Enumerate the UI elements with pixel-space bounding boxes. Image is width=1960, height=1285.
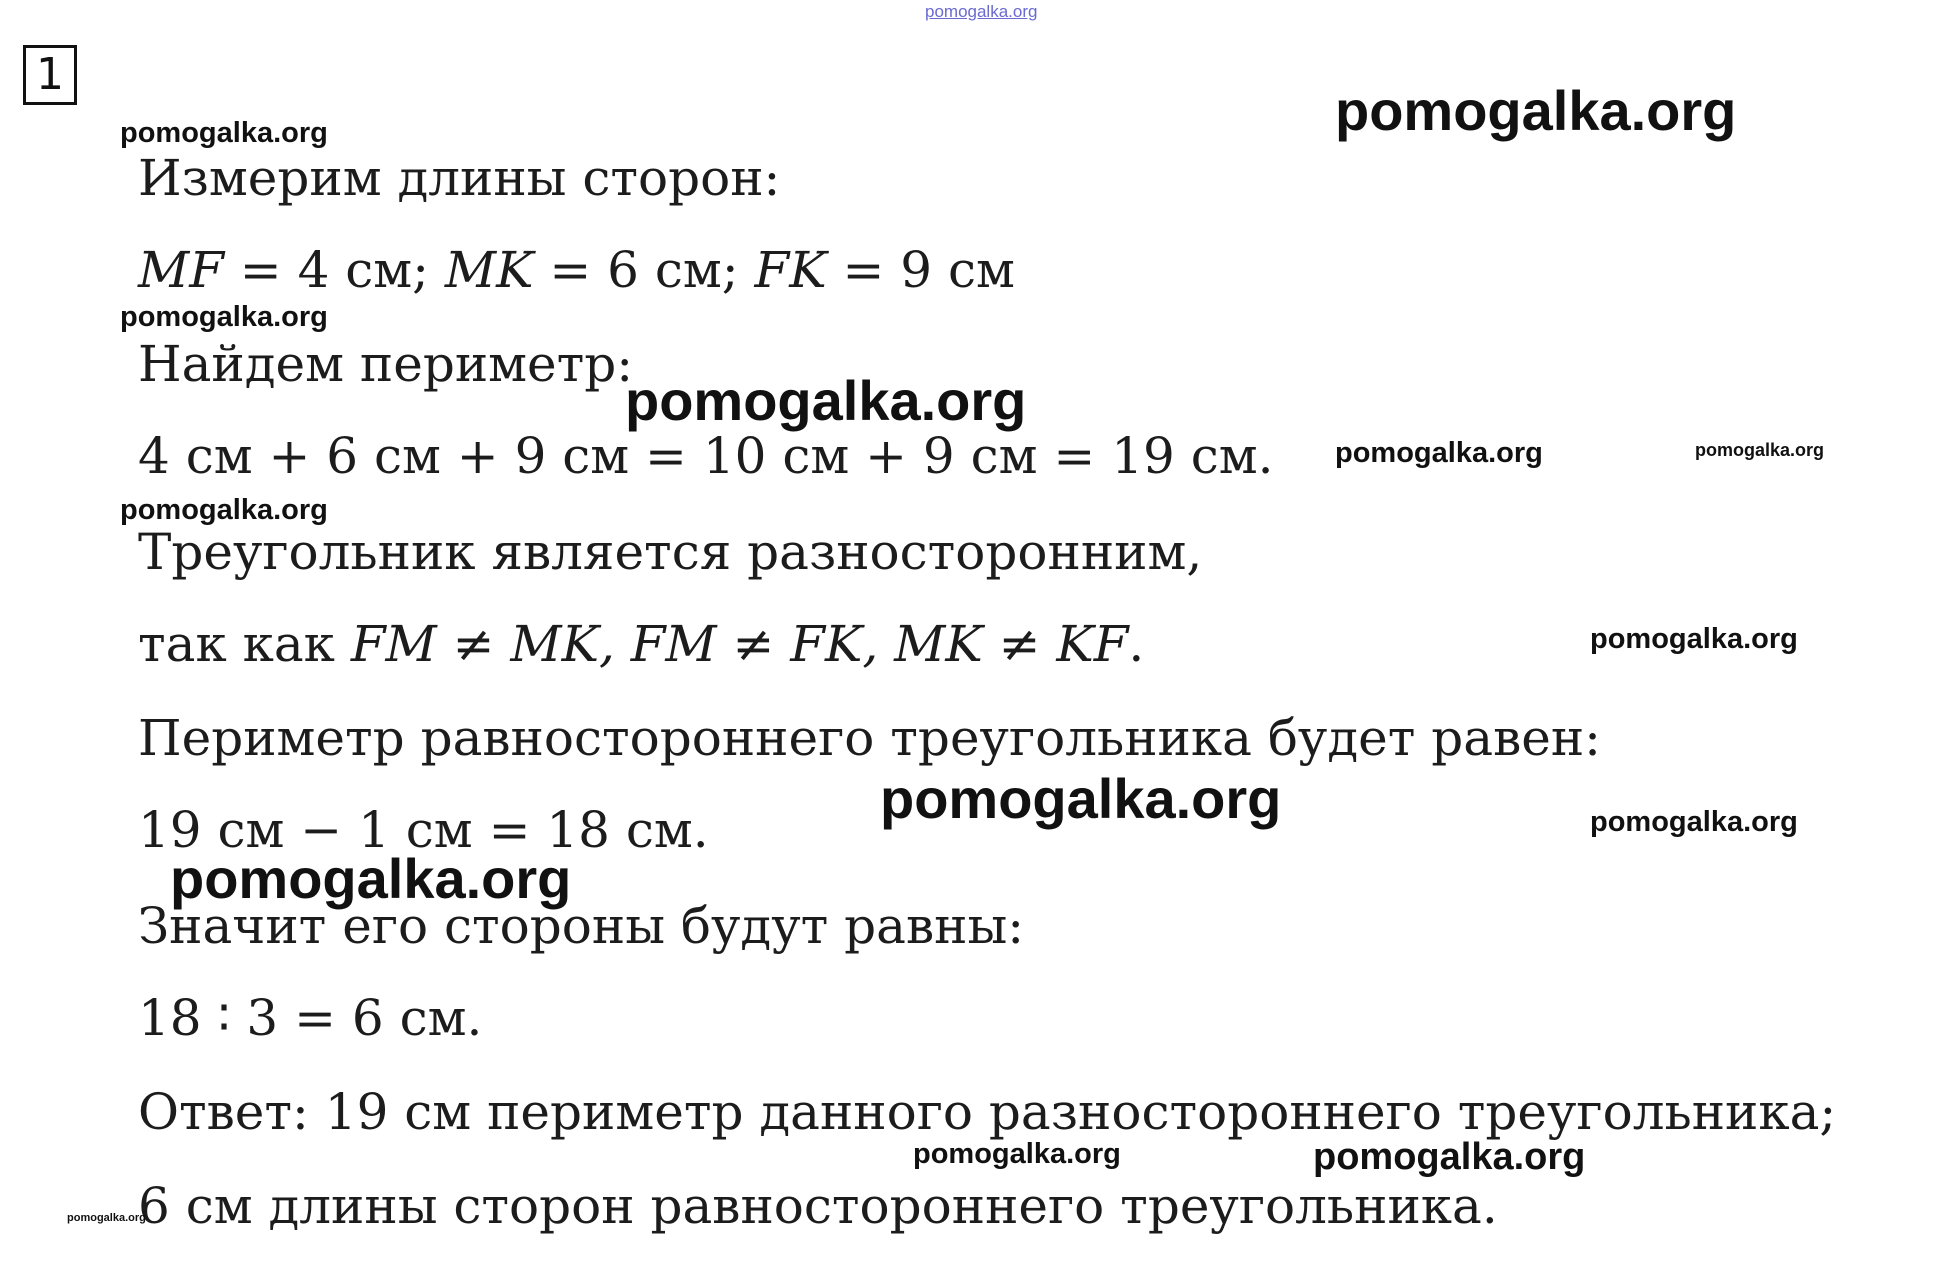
line-6-suffix: . [1128, 615, 1145, 673]
side-fk-value: = 9 см [826, 241, 1015, 299]
solution-line-2 [138, 240, 1015, 300]
task-number-box: 1 [23, 45, 77, 105]
watermark-large: pomogalka.org [625, 369, 1027, 432]
solution-line-3: Найдем периметр: [138, 335, 634, 393]
watermark-large: pomogalka.org [880, 767, 1282, 830]
watermark-medium: pomogalka.org [1313, 1136, 1586, 1178]
side-mk: MK [444, 241, 534, 299]
watermark: pomogalka.org [120, 494, 328, 526]
solution-line-9: Значит его стороны будут равны: [138, 897, 1025, 955]
side-fk: FK [754, 241, 827, 299]
inequality-expression: FM ≠ MK, FM ≠ FK, MK ≠ KF [350, 615, 1129, 673]
solution-line-8: 19 см − 1 см = 18 см. [138, 801, 709, 859]
watermark: pomogalka.org [1590, 806, 1798, 838]
watermark: pomogalka.org [1590, 623, 1798, 655]
watermark-top: pomogalka.org [925, 2, 1038, 21]
answer-line-1: Ответ: 19 см периметр данного разностороннего треугольника; [138, 1083, 1837, 1141]
line-6-prefix: так как [138, 615, 351, 673]
solution-line-6 [138, 614, 1144, 674]
side-mk-value: = 6 см; [533, 241, 755, 299]
watermark: pomogalka.org [1335, 437, 1543, 469]
watermark: pomogalka.org [120, 301, 328, 333]
solution-line-1: Измерим длины сторон: [138, 149, 781, 207]
watermark-large: pomogalka.org [1335, 79, 1737, 142]
watermark: pomogalka.org [913, 1138, 1121, 1170]
side-mf-value: = 4 см; [223, 241, 445, 299]
watermark-small: pomogalka.org [1695, 440, 1825, 460]
solution-line-4: 4 см + 6 см + 9 см = 10 см + 9 см = 19 см. [138, 427, 1274, 485]
side-mf: MF [138, 241, 224, 299]
watermark-tiny: pomogalka.org [67, 1212, 146, 1224]
watermark: pomogalka.org [120, 117, 328, 149]
solution-line-5: Треугольник является разносторонним, [138, 523, 1203, 581]
answer-line-2: 6 см длины сторон равностороннего треугольника. [138, 1177, 1498, 1235]
watermark-large: pomogalka.org [170, 847, 572, 910]
solution-line-10: 18 ∶ 3 = 6 см. [138, 989, 483, 1047]
solution-line-7: Периметр равностороннего треугольника будет равен: [138, 709, 1602, 767]
